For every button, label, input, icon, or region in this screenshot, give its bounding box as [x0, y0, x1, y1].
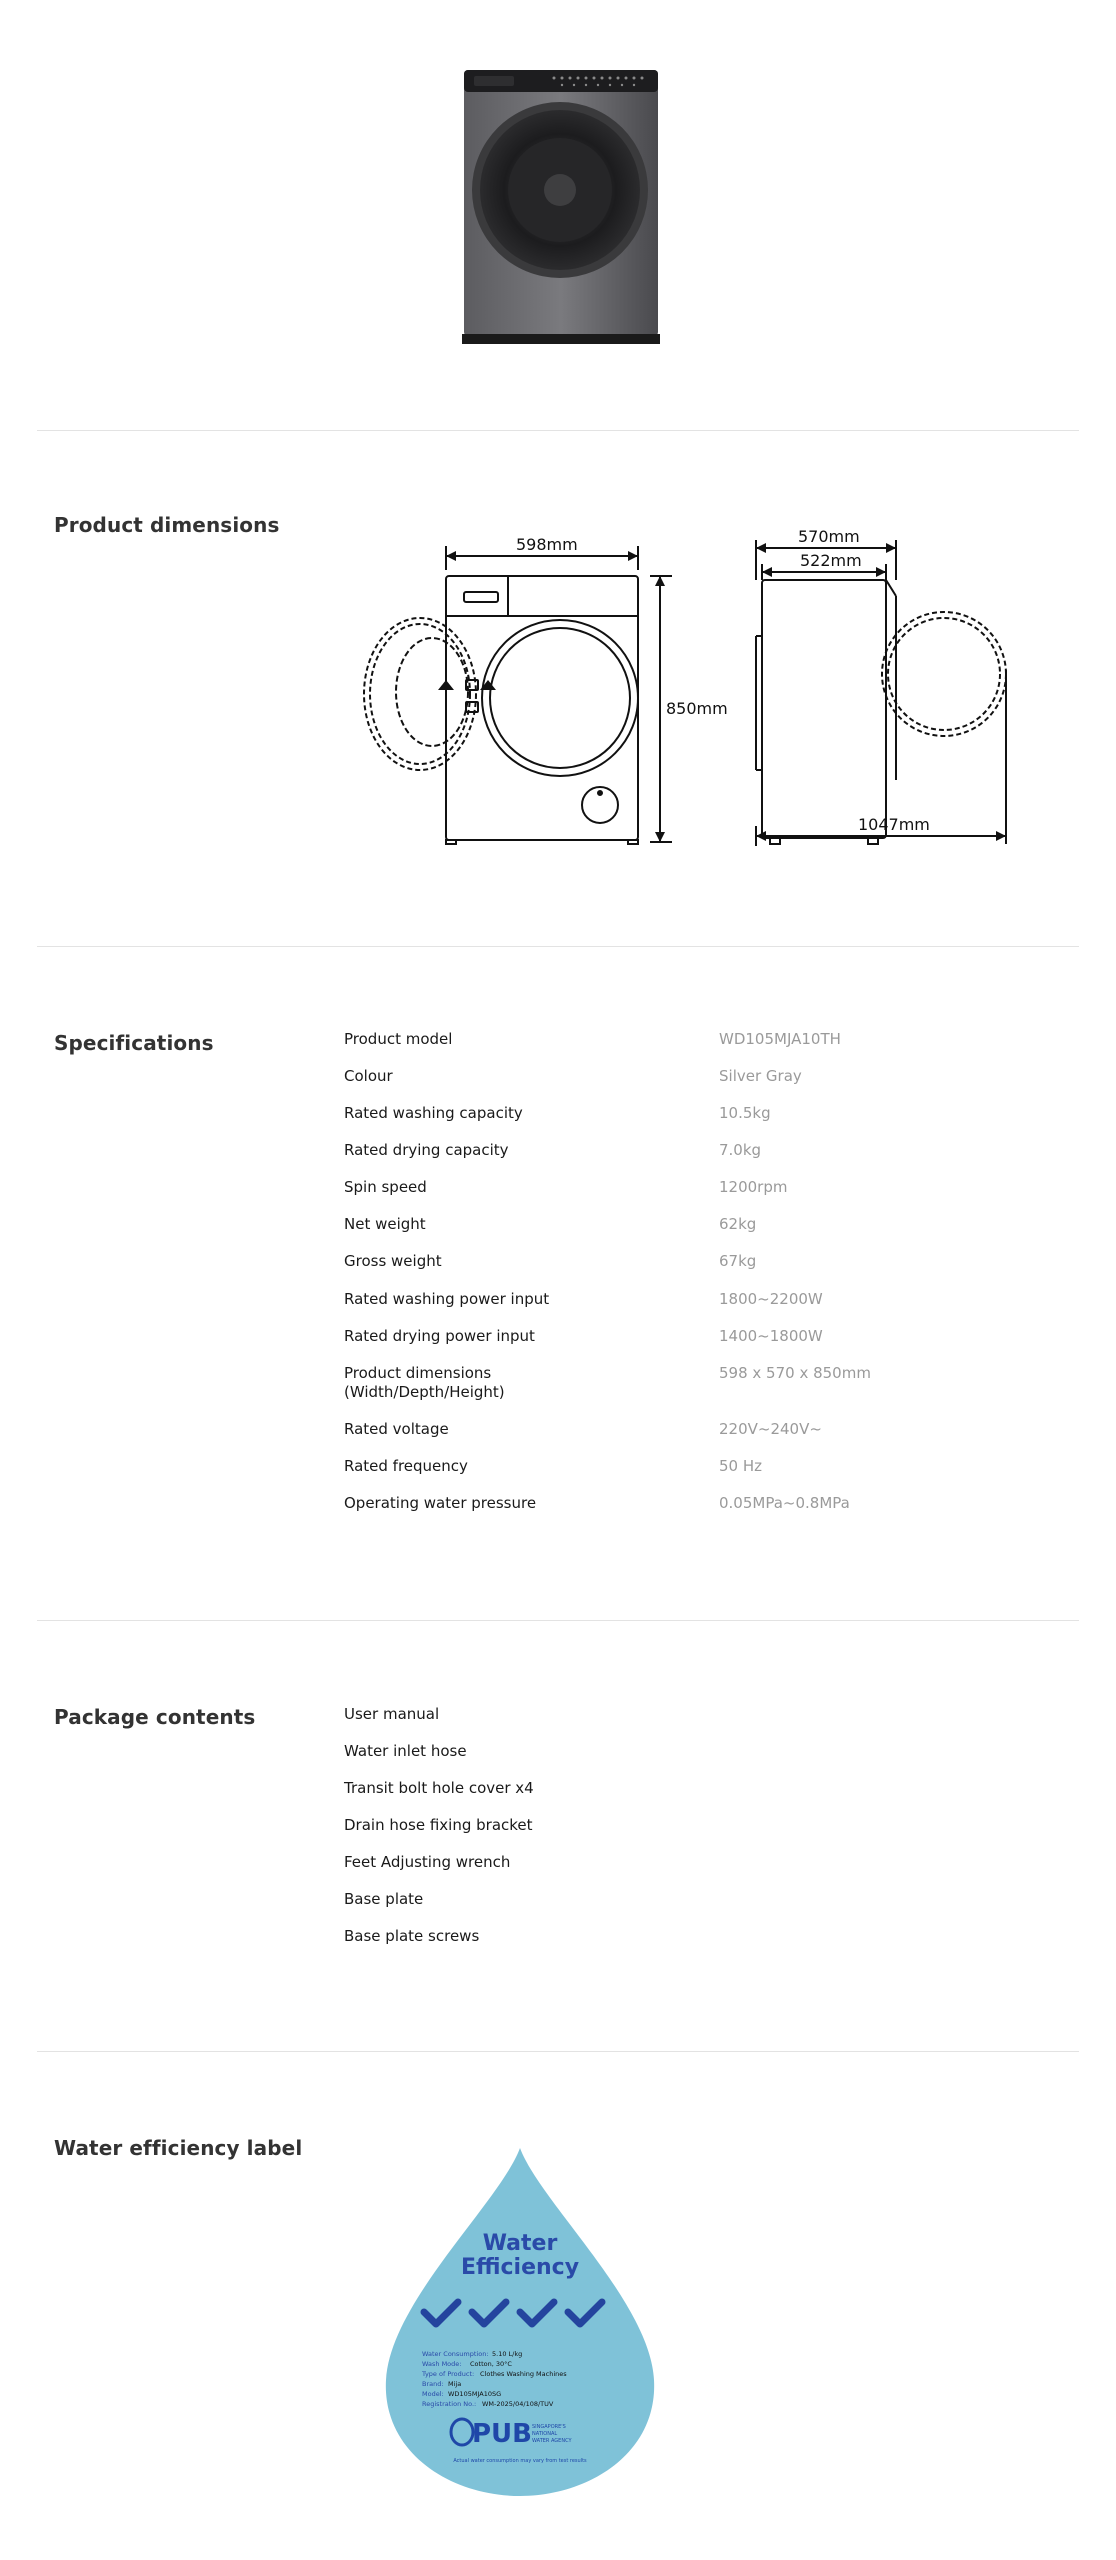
spec-value: 67kg	[719, 1252, 757, 1270]
spec-label: Rated drying power input	[344, 1327, 535, 1345]
dimensions-title: Product dimensions	[54, 513, 280, 537]
spec-label: Rated frequency	[344, 1457, 468, 1475]
wl-title-line2: Efficiency	[460, 2255, 580, 2280]
package-item: Water inlet hose	[344, 1742, 467, 1760]
spec-value: WD105MJA10TH	[719, 1030, 841, 1048]
spec-label: Net weight	[344, 1215, 426, 1233]
spec-value: 7.0kg	[719, 1141, 762, 1159]
divider	[37, 430, 1079, 431]
wl-agency-sub3: WATER AGENCY	[532, 2438, 572, 2444]
wl-row-value: WM-2025/04/108/TUV	[482, 2400, 554, 2408]
spec-label: Rated drying capacity	[344, 1141, 509, 1159]
spec-value: 10.5kg	[719, 1104, 771, 1122]
spec-value: 62kg	[719, 1215, 757, 1233]
product-image	[462, 68, 660, 344]
wl-row-value: Mija	[448, 2380, 462, 2388]
spec-label: Product model	[344, 1030, 453, 1048]
divider	[37, 2051, 1079, 2052]
spec-label: Product dimensions (Width/Depth/Height)	[344, 1364, 505, 1401]
spec-label: Rated washing capacity	[344, 1104, 523, 1122]
dim-depth-door-label: 1047mm	[858, 815, 930, 834]
wl-agency-sub1: SINGAPORE'S	[532, 2424, 566, 2430]
dim-depth-body-label: 522mm	[800, 551, 862, 570]
wl-agency: PUB	[472, 2419, 532, 2449]
wl-row-key: Model:	[422, 2390, 444, 2398]
package-item: Transit bolt hole cover x4	[344, 1779, 534, 1797]
dim-height-label: 850mm	[666, 699, 728, 718]
package-title: Package contents	[54, 1705, 256, 1729]
dim-depth-total-label: 570mm	[798, 527, 860, 546]
dimension-drawing	[360, 520, 1020, 860]
spec-label: Spin speed	[344, 1178, 427, 1196]
wl-row-value: 5.10 L/kg	[492, 2350, 523, 2358]
spec-value: Silver Gray	[719, 1067, 802, 1085]
divider	[37, 1620, 1079, 1621]
wl-row-value: Clothes Washing Machines	[480, 2370, 567, 2378]
specs-title: Specifications	[54, 1031, 214, 1055]
package-item: User manual	[344, 1705, 440, 1723]
wl-row-key: Registration No.:	[422, 2400, 477, 2408]
package-item: Drain hose fixing bracket	[344, 1816, 533, 1834]
spec-label: Gross weight	[344, 1252, 442, 1270]
wl-row-key: Water Consumption:	[422, 2350, 489, 2358]
divider	[37, 946, 1079, 947]
spec-value: 1800~2200W	[719, 1290, 823, 1308]
spec-label: Rated voltage	[344, 1420, 449, 1438]
wl-agency-sub2: NATIONAL	[532, 2431, 558, 2437]
wl-row-key: Type of Product:	[422, 2370, 475, 2378]
package-item: Base plate	[344, 1890, 424, 1908]
dim-width-label: 598mm	[516, 535, 578, 554]
spec-value: 1400~1800W	[719, 1327, 823, 1345]
wl-row-value: Cotton, 30°C	[470, 2360, 512, 2368]
water-title: Water efficiency label	[54, 2136, 303, 2160]
spec-label: Operating water pressure	[344, 1494, 537, 1512]
wl-row-key: Brand:	[422, 2380, 444, 2388]
spec-value: 1200rpm	[719, 1178, 788, 1196]
wl-footnote: Actual water consumption may vary from test results	[453, 2458, 587, 2464]
package-item: Feet Adjusting wrench	[344, 1853, 511, 1871]
spec-value: 220V~240V~	[719, 1420, 822, 1438]
spec-label: Colour	[344, 1067, 393, 1085]
wl-title-line1: Water	[482, 2231, 558, 2256]
spec-value: 50 Hz	[719, 1457, 763, 1475]
wl-row-key: Wash Mode:	[422, 2360, 462, 2368]
water-efficiency-label	[380, 2142, 660, 2502]
spec-value: 0.05MPa~0.8MPa	[719, 1494, 850, 1512]
spec-value: 598 x 570 x 850mm	[719, 1364, 871, 1382]
package-item: Base plate screws	[344, 1927, 480, 1945]
spec-label: Rated washing power input	[344, 1290, 550, 1308]
wl-row-value: WD105MJA10SG	[448, 2390, 502, 2398]
